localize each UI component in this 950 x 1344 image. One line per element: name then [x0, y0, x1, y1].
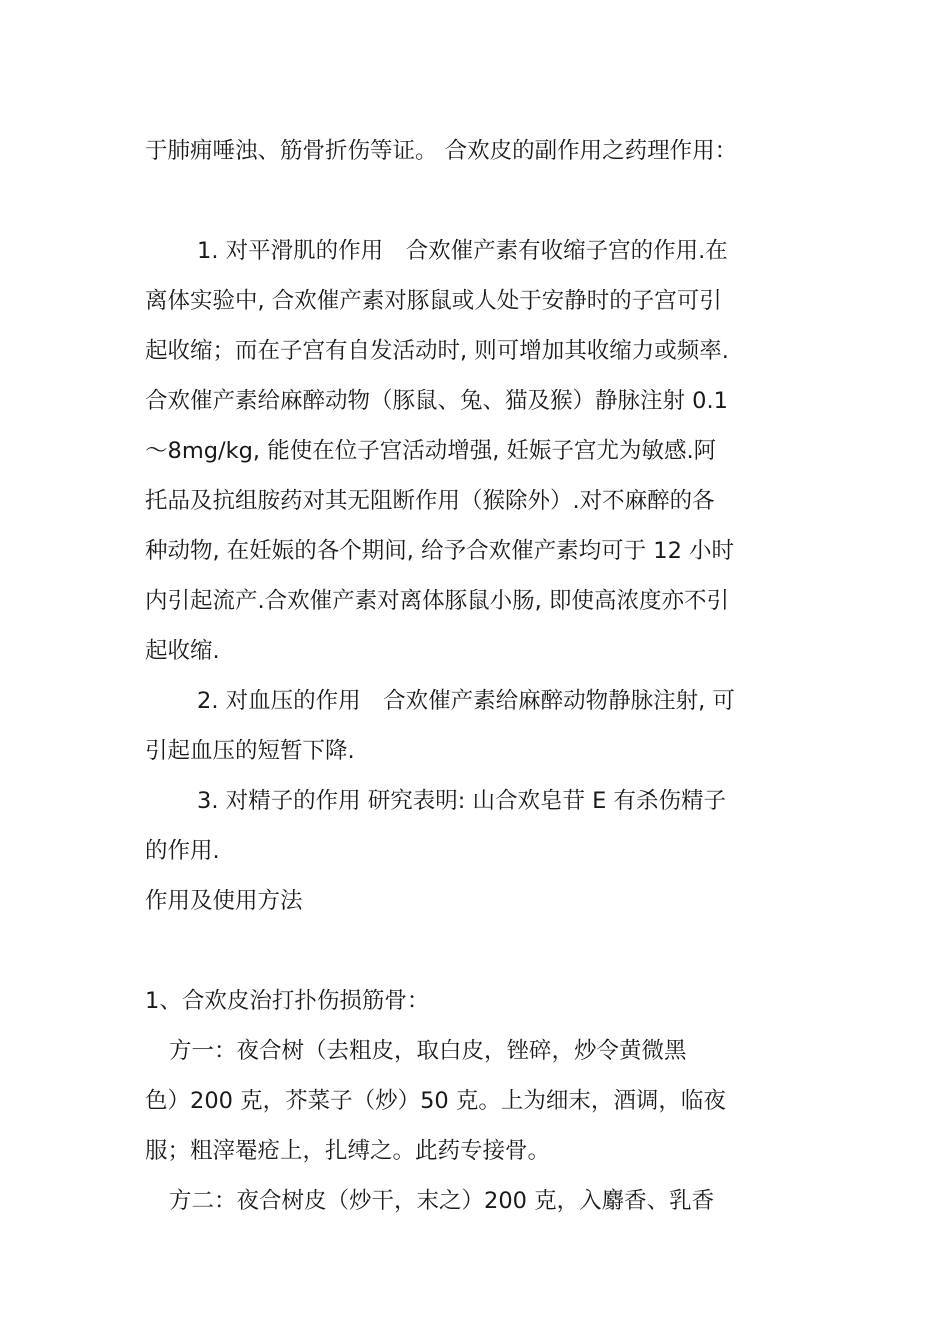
- usage-item-heading: 1、合欢皮治打扑伤损筋骨：: [145, 988, 430, 1014]
- paragraph-line: 起收缩.: [145, 638, 220, 664]
- recipe-one-line: 色）200 克，芥菜子（炒）50 克。上为细末，酒调，临夜: [145, 1088, 726, 1114]
- recipe-two-line: 方二：夜合树皮（炒干，末之）200 克，入麝香、乳香: [169, 1188, 715, 1214]
- paragraph-line: 引起血压的短暂下降.: [145, 738, 355, 764]
- section-smooth-muscle-heading: 1. 对平滑肌的作用 合欢催产素有收缩子宫的作用.在: [197, 238, 728, 264]
- paragraph-line: 托品及抗组胺药对其无阻断作用（猴除外）.对不麻醉的各: [145, 488, 715, 514]
- paragraph-line: ～8mg/kg, 能使在位子宫活动增强, 妊娠子宫尤为敏感.阿: [145, 438, 717, 464]
- paragraph-line: 种动物, 在妊娠的各个期间, 给予合欢催产素均可于 12 小时: [145, 538, 735, 564]
- paragraph-line: 内引起流产.合欢催产素对离体豚鼠小肠, 即使高浓度亦不引: [145, 588, 729, 614]
- paragraph-line: 合欢催产素给麻醉动物（豚鼠、兔、猫及猴）静脉注射 0.1: [145, 388, 728, 414]
- paragraph-line: 的作用.: [145, 838, 220, 864]
- recipe-one-line: 方一：夜合树（去粗皮，取白皮，锉碎，炒令黄微黑: [169, 1038, 687, 1064]
- paragraph-intro-line: 于肺痈唾浊、筋骨折伤等证。 合欢皮的副作用之药理作用：: [145, 138, 738, 164]
- section-blood-pressure-heading: 2. 对血压的作用 合欢催产素给麻醉动物静脉注射, 可: [197, 688, 735, 714]
- recipe-one-line: 服；粗滓罨疮上，扎缚之。此药专接骨。: [145, 1138, 551, 1164]
- paragraph-line: 离体实验中, 合欢催产素对豚鼠或人处于安静时的子宫可引: [145, 288, 722, 314]
- section-sperm-heading: 3. 对精子的作用 研究表明: 山合欢皂苷 E 有杀伤精子: [197, 788, 727, 814]
- section-title-usage: 作用及使用方法: [145, 888, 303, 914]
- paragraph-line: 起收缩；而在子宫有自发活动时, 则可增加其收缩力或频率.: [145, 338, 729, 364]
